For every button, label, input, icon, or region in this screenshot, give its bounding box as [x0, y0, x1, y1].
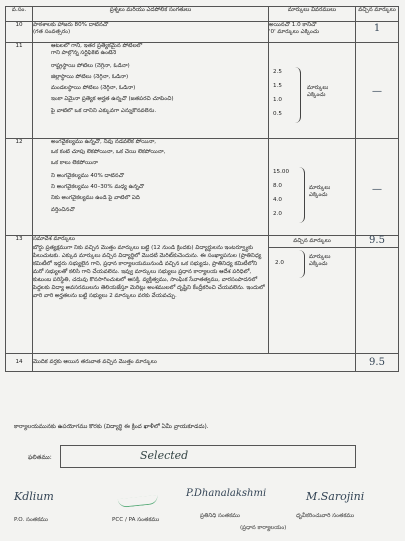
marks-cell [356, 354, 399, 372]
representative-subcaption: (ప్రధాన కార్యాలయం) [240, 525, 287, 531]
header-marks-detail: మార్కులు వివరములు [269, 7, 356, 22]
marks-detail-cell [269, 236, 356, 354]
question-line: పాఠశాలకు హాజరు 80% దాటినచో [33, 22, 109, 28]
marks-value: 1.0 [273, 97, 282, 103]
marks-label: మార్కులు [307, 85, 329, 91]
row-number: 10 [6, 22, 33, 43]
question-title: సమావేశ మార్కులు [33, 236, 75, 242]
question-line: ఆటలలో గాని, ఇతర ప్రత్యేకమైన పోటీలలో [51, 43, 143, 49]
question-line: గాని పాల్గొన్న సర్టిఫికెట్ ఉంటేనే [51, 50, 117, 57]
score-value: 9.5 [369, 357, 385, 368]
header-marks: వచ్చిన మార్కులు [356, 7, 399, 22]
marks-table [5, 6, 399, 372]
table-row [6, 236, 399, 354]
score-value: 1 [373, 23, 381, 34]
marks-value: 0.5 [273, 111, 282, 117]
verifier-caption: ధృవీకరించువారి సంతకము [296, 513, 355, 519]
score-value: — [372, 184, 382, 195]
table-row [6, 139, 399, 236]
marks-value: 2.0 [273, 211, 282, 217]
pcc-caption: PCC / PA సంతకము [112, 517, 160, 523]
result-value: Selected [140, 449, 189, 462]
marks-value: 2.5 [273, 69, 282, 75]
row-number: 13 [6, 236, 33, 354]
marks-value: 2.0 [275, 260, 284, 266]
header-question: ప్రశ్నలు మరియు ఎదపోలిక సంగతులు [33, 7, 269, 22]
marks-value: 1.5 [273, 83, 282, 89]
question-cell [33, 139, 269, 236]
office-use-note: కార్యాలయమునకు ఉపయోగము కొరకు (విద్యార్థి ఈ క్రింద ఖాళీలో ఏమీ వ్రాయకూడదు). [14, 424, 209, 430]
question-line: ఒక కంటి చూపు లేకపోయినా, ఒక చేయి లేకపోయినా, [51, 149, 166, 156]
question-line: వర్తించినచో [51, 206, 75, 213]
marks-cell [356, 139, 399, 236]
question-line: రాష్ట్రస్థాయి పోటీలు (నెగ్గినా, ఓడినా) [51, 62, 130, 69]
header-serial: వ.సం. [6, 7, 33, 22]
question-cell [33, 22, 269, 43]
question-line: పై వాటిలో ఒక దానిని ఎక్కువగా ఎన్నుకొనవలెను. [51, 107, 157, 114]
question-line: నీకు అంగవైకల్యము ఉండి పై వాటిలో ఏది [51, 195, 140, 202]
marks-detail-cell [269, 22, 356, 43]
table-row [6, 43, 399, 139]
brace [299, 167, 305, 223]
question-cell: మొదిక వర్తకు ఆయిన తరువాత వచ్చిన మొత్తం మార్కులు [33, 354, 356, 372]
answer-line: '0' మార్కులు ఎక్కించు [269, 29, 320, 36]
representative-caption: ప్రతినిధి సంతకము [200, 513, 240, 519]
question-paragraph: బోర్డు ప్రత్యక్షముగా నీకు వచ్చిన మొత్తం మార్కులు బట్టి (12 నుండి క్రిందకు) విద్యార్థులను ఇంటర్వ్యూకు పిలుచుటకు. ఎక్కువ మార్కులు వచ్చిన విద్యార్థిలో మొదటి మెరిట్‌కుచెందును. ఈ సంఖ్యాపనుల (ప్రాతినిధ్య కమిటీలో ఇద్దరు సభ్యులైన గాని, ప్రధాన కార్యాలయమునుండి వచ్చిన ఒక సభ్యుడు, ప్రాతినిధ్య కమిటీలోని మరో సభ్యులతో కలిసి గాని చేయవలెను. ఇవ్వు మార్కులు సభ్యులు ప్రధాన కార్యాలయ ఆదేశ పరిధిలో, కుటుంబ పరిస్థితి, చదువు కొనసాగించుటలో ఆసక్తి, వ్యక్తిత్వము, సాంఘిక సేవాతత్వము, వారసంపాదనలో పెద్దలకు విద్యా అవసరములను తెలియజేస్తూ మెరిట్లు అంశములలో దృష్టిని కేంద్రీకరించి చేయవలెను. ఇందులో వారి వారి అర్హతలను బట్టి సభ్యులు 2 మార్కులు వరకు వేయవచ్చు. [33, 245, 265, 299]
result-label: ఫలితము: [28, 454, 52, 461]
question-line: నీ అంగవైకల్యము 40–30% మధ్య ఉన్నచో [51, 184, 145, 191]
po-signature: Kdlium [14, 490, 54, 503]
row-number: 12 [6, 139, 33, 236]
score-value: — [372, 86, 382, 97]
brace [295, 67, 301, 123]
question-cell [33, 236, 269, 354]
table-row [6, 22, 399, 43]
table-header-row [6, 7, 399, 22]
row-number: 14 [6, 354, 33, 372]
marks-label: ఎక్కించు [309, 192, 328, 199]
marks-label: ఎక్కించు [309, 261, 328, 268]
marks-value: 4.0 [273, 197, 282, 203]
row-number: 11 [6, 43, 33, 139]
verifier-signature: M.Sarojini [306, 490, 365, 503]
answer-line: అయినచో 1.0 కానిచో [269, 22, 317, 28]
marks-value: 8.0 [273, 183, 282, 189]
representative-signature: P.Dhanalakshmi [186, 488, 267, 499]
marks-value: 15.00 [273, 169, 290, 175]
marks-label: ఎక్కించు [307, 92, 326, 99]
marks-detail-cell [269, 43, 356, 139]
question-line: ఒక కాలు లేకపోయినా [51, 159, 98, 166]
marks-label: మార్కులు [309, 254, 331, 260]
po-caption: P.O. సంతకము [14, 517, 48, 523]
result-field[interactable] [60, 445, 356, 468]
marks-subheader-cell [356, 236, 398, 248]
marks-cell [356, 43, 399, 139]
marks-cell [356, 236, 399, 354]
question-cell [33, 43, 269, 139]
brace [299, 250, 305, 278]
marks-detail-cell [269, 139, 356, 236]
marks-cell [356, 22, 399, 43]
question-line: ఇంకా ఏమైనా ప్రత్యేక అర్హత ఉన్నచో (జతపరచి చూపించి) [51, 96, 174, 103]
question-line: నీ అంగవైకల్యము 40% దాటినచో [51, 172, 124, 179]
table-row [6, 354, 399, 372]
pcc-signature-mark [118, 495, 159, 508]
marks-subheader: వచ్చిన మార్కులు [269, 236, 355, 248]
question-line: మండలస్థాయి పోటీలు (నెగ్గినా, ఓడినా) [51, 85, 136, 92]
score-value: 9.5 [369, 235, 385, 246]
question-line: అంగవైకల్యము ఉన్నచో, నీవు నడవలేక పోయినా, [51, 139, 157, 145]
question-line: జిల్లాస్థాయి పోటీలు (నెగ్గినా, ఓడినా) [51, 73, 129, 80]
marks-label: మార్కులు [309, 185, 331, 191]
question-line: (గత సంవత్సరం) [33, 29, 71, 36]
